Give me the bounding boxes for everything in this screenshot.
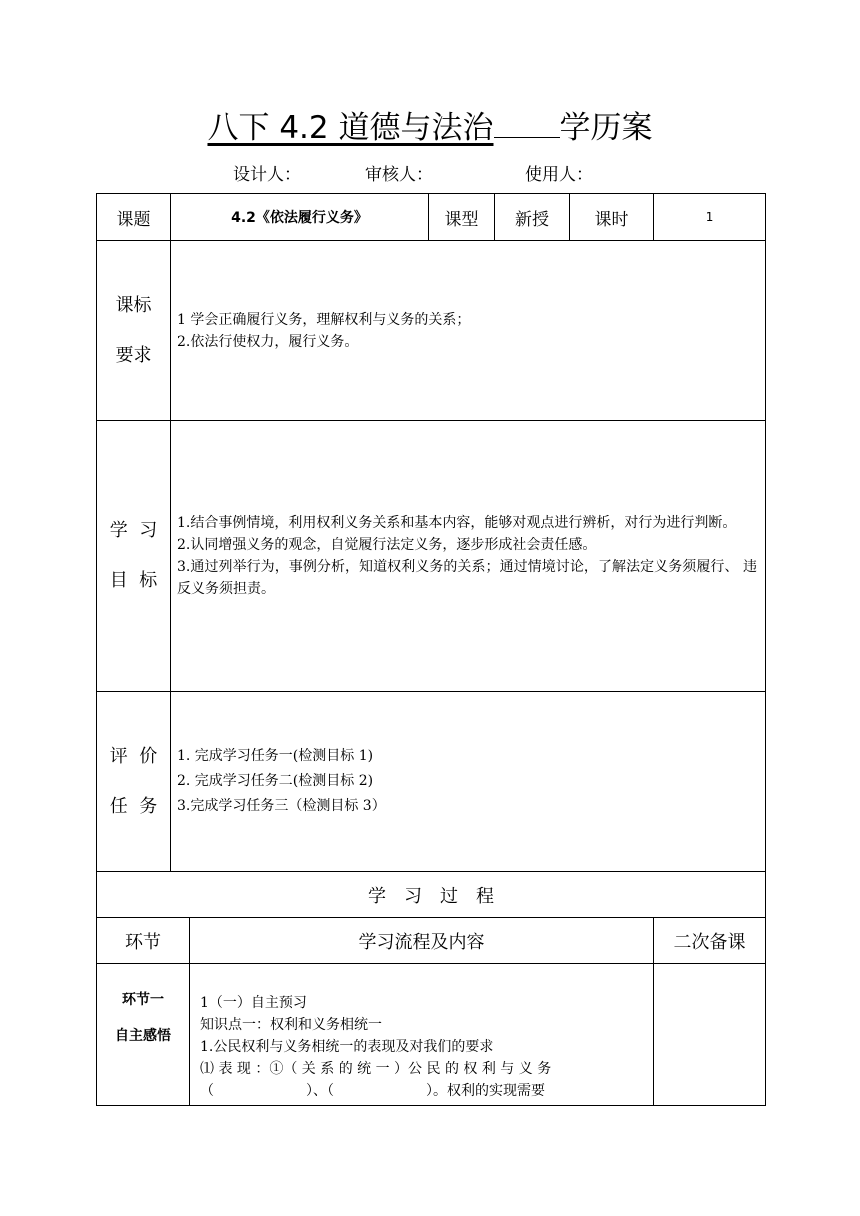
header-row	[97, 194, 766, 241]
stage-column-header: 环节	[97, 918, 190, 964]
objectives-content	[171, 421, 766, 692]
type-label: 课型	[429, 194, 495, 241]
period-label: 课时	[570, 194, 654, 241]
objectives-row	[97, 421, 766, 692]
standards-label-line-2: 要求	[115, 344, 152, 366]
title-blank-line	[494, 109, 560, 138]
objective-line: 1.结合事例情境，利用权利义务关系和基本内容，能够对观点进行辨析，对行为进行判断。	[177, 515, 737, 531]
standards-row	[97, 241, 766, 421]
stage1-paren-2: ）、（	[306, 1083, 334, 1099]
title-suffix: 学历案	[559, 110, 653, 146]
objective-line: 2.认同增强义务的观念，自觉履行法定义务，逐步形成社会责任感。	[177, 537, 597, 553]
user-label: 使用人：	[525, 165, 593, 185]
standards-label-line-1: 课标	[115, 294, 152, 316]
evaluation-line: 1. 完成学习任务一(检测目标 1)	[177, 748, 374, 764]
process-heading-row	[97, 872, 766, 918]
topic-label: 课题	[97, 194, 171, 241]
lesson-table	[96, 193, 766, 1106]
stage1-line: 知识点一：权利和义务相统一	[200, 1017, 382, 1033]
evaluation-content	[171, 692, 766, 872]
stage1-line: 1（一）自主预习	[200, 995, 307, 1011]
evaluation-label-line-2: 任 务	[109, 795, 158, 817]
stage1-name-line-1: 环节一	[122, 992, 164, 1008]
notes-column-header: 二次备课	[654, 918, 766, 964]
standards-line: 1 学会正确履行义务，理解权利与义务的关系；	[177, 311, 471, 328]
topic-value: 4.2《依法履行义务》	[171, 194, 429, 241]
standards-line: 2.依法行使权力，履行义务。	[177, 333, 359, 350]
objectives-label-line-2: 目 标	[109, 570, 158, 591]
stage1-paren-3: ）。权利的实现需要	[426, 1083, 545, 1099]
standards-label	[97, 241, 171, 421]
period-value: 1	[654, 194, 766, 241]
stage1-row	[97, 964, 766, 1106]
evaluation-line: 2. 完成学习任务二(检测目标 2)	[177, 773, 374, 789]
type-value: 新授	[495, 194, 570, 241]
objectives-label-line-1: 学 习	[109, 520, 158, 541]
stage1-notes	[654, 964, 766, 1106]
title-main: 八下 4.2 道德与法治	[207, 110, 494, 146]
process-columns-row	[97, 918, 766, 964]
byline	[0, 158, 860, 186]
stage1-line: 1.公民权利与义务相统一的表现及对我们的要求	[200, 1039, 494, 1055]
document-title	[0, 104, 860, 152]
evaluation-line: 3.完成学习任务三（检测目标 3）	[177, 798, 386, 814]
evaluation-row	[97, 692, 766, 872]
reviewer-label: 审核人：	[365, 165, 433, 185]
objectives-label	[97, 421, 171, 692]
designer-label: 设计人：	[233, 165, 301, 185]
stage1-name-line-2: 自主感悟	[115, 1028, 171, 1044]
stage1-blank-line	[200, 1080, 645, 1102]
evaluation-label	[97, 692, 171, 872]
evaluation-label-line-1: 评 价	[109, 745, 158, 767]
stage1-content	[190, 964, 654, 1106]
stage1-line: ⑴ 表 现 ：①（ 关 系 的 统 一 ）公 民 的 权 利 与 义 务	[200, 1061, 552, 1077]
process-heading: 学习过程	[97, 872, 766, 918]
objective-line: 3.通过列举行为，事例分析，知道权利义务的关系；通过情境讨论，了解法定义务须履行、 违反义务须担责。	[177, 559, 758, 597]
content-column-header: 学习流程及内容	[190, 918, 654, 964]
stage1-name	[97, 964, 190, 1106]
standards-content	[171, 241, 766, 421]
stage1-paren-1: （	[200, 1083, 214, 1099]
